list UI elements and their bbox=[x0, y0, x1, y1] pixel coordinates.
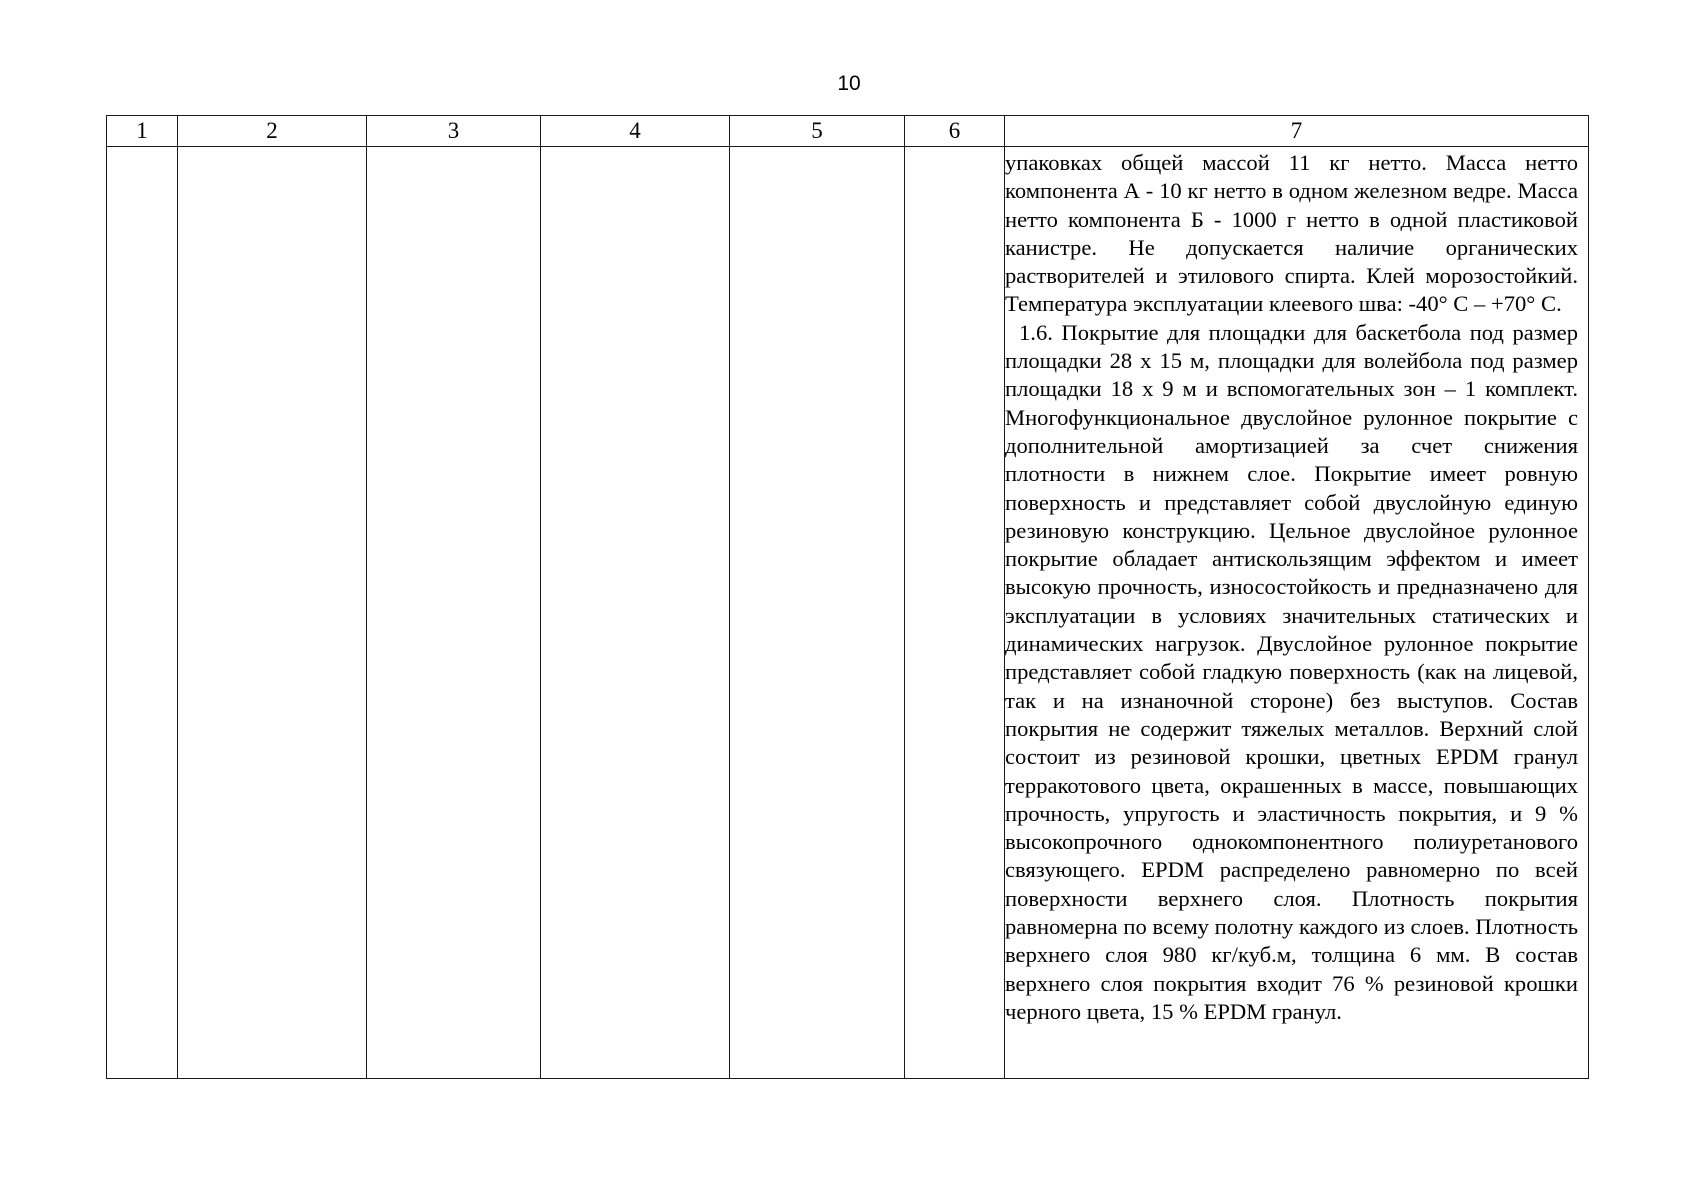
column-header-4: 4 bbox=[541, 116, 730, 147]
column-header-5: 5 bbox=[730, 116, 905, 147]
description-paragraph-2: 1.6. Покрытие для площадки для баскетбола под размер площадки 28 х 15 м, площадки для волейбола под размер площадки 18 х 9 м и вспомогательных зон – 1 комплект. Многофункциональное двуслойное рулонное покрытие с дополнительной амортизацией за счет снижения плотности в нижнем слое. Покрытие имеет ровную поверхность и представляет собой двуслойную единую резиновую конструкцию. Цельное двуслойное рулонное покрытие обладает антискользящим эффектом и имеет высокую прочность, износостойкость и предназначено для эксплуатации в условиях значительных статических и динамических нагрузок. Двуслойное рулонное покрытие представляет собой гладкую поверхность (как на лицевой, так и на изнаночной стороне) без выступов. Состав покрытия не содержит тяжелых металлов. Верхний слой состоит из резиновой крошки, цветных EPDM гранул терракотового цвета, окрашенных в массе, повышающих прочность, упругость и эластичность покрытия, и 9 % высокопрочного однокомпонентного полиуретанового связующего. EPDM распределено равномерно по всей поверхности верхнего слоя. Плотность покрытия равномерна по всему полотну каждого из слоев. Плотность верхнего слоя 980 кг/куб.м, толщина 6 мм. В состав верхнего слоя покрытия входит 76 % резиновой крошки черного цвета, 15 % EPDM гранул. bbox=[1005, 319, 1578, 1024]
table-row bbox=[107, 147, 1589, 1079]
column-header-1: 1 bbox=[107, 116, 178, 147]
header-row bbox=[107, 116, 1589, 147]
cell-col-4 bbox=[541, 147, 730, 1079]
cell-col-7-description bbox=[1005, 147, 1589, 1079]
cell-col-1 bbox=[107, 147, 178, 1079]
cell-col-6 bbox=[905, 147, 1005, 1079]
page-number: 10 bbox=[837, 72, 861, 95]
cell-col-3 bbox=[367, 147, 541, 1079]
cell-col-2 bbox=[178, 147, 367, 1079]
column-header-3: 3 bbox=[367, 116, 541, 147]
column-header-6: 6 bbox=[905, 116, 1005, 147]
column-header-7: 7 bbox=[1005, 116, 1589, 147]
description-paragraph-1: упаковках общей массой 11 кг нетто. Масса нетто компонента А - 10 кг нетто в одном железном ведре. Масса нетто компонента Б - 1000 г нетто в одной пластиковой канистре. Не допускается наличие органических растворителей и этилового спирта. Клей морозостойкий. Температура эксплуатации клеевого шва: -40° С – +70° С. bbox=[1005, 150, 1578, 317]
cell-col-5 bbox=[730, 147, 905, 1079]
specification-table bbox=[106, 115, 1589, 1079]
column-header-2: 2 bbox=[178, 116, 367, 147]
